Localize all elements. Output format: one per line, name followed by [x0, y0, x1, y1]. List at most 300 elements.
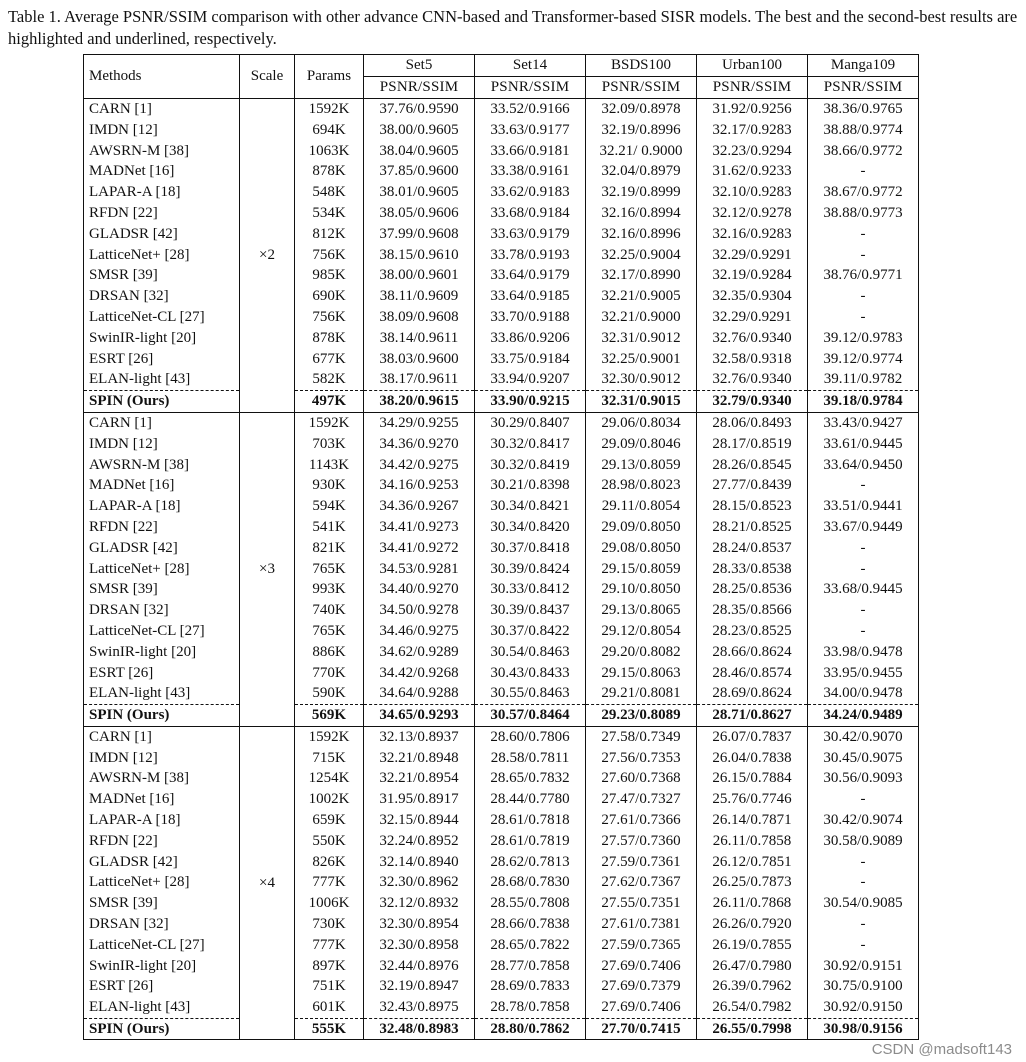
table-row — [84, 244, 919, 265]
psnr-ssim-cell: 27.70/0.7415 — [586, 1018, 697, 1040]
psnr-ssim-cell: 28.44/0.7780 — [475, 789, 586, 810]
table-row — [84, 265, 919, 286]
psnr-ssim-cell: 39.12/0.9774 — [808, 348, 919, 369]
psnr-ssim-cell: 30.45/0.9075 — [808, 747, 919, 768]
psnr-ssim-cell: 27.55/0.7351 — [586, 893, 697, 914]
table-row — [84, 454, 919, 475]
psnr-ssim-cell: 26.54/0.7982 — [697, 997, 808, 1018]
method-cell: SMSR [39] — [84, 265, 240, 286]
method-cell: SPIN (Ours) — [84, 390, 240, 412]
params-cell: 590K — [295, 683, 364, 704]
psnr-ssim-cell: 26.04/0.7838 — [697, 747, 808, 768]
table-row — [84, 433, 919, 454]
psnr-ssim-cell: 26.14/0.7871 — [697, 810, 808, 831]
psnr-ssim-cell: 33.70/0.9188 — [475, 307, 586, 328]
psnr-ssim-cell: 28.58/0.7811 — [475, 747, 586, 768]
method-cell: CARN [1] — [84, 98, 240, 119]
psnr-ssim-cell: 30.37/0.8422 — [475, 621, 586, 642]
params-cell: 497K — [295, 390, 364, 412]
psnr-ssim-cell: 30.34/0.8421 — [475, 496, 586, 517]
table-row — [84, 1018, 919, 1040]
psnr-ssim-cell: 38.20/0.9615 — [364, 390, 475, 412]
psnr-ssim-cell: 28.62/0.7813 — [475, 851, 586, 872]
psnr-ssim-cell: 32.31/0.9015 — [586, 390, 697, 412]
method-cell: MADNet [16] — [84, 161, 240, 182]
method-cell: SMSR [39] — [84, 893, 240, 914]
psnr-ssim-cell: 29.11/0.8054 — [586, 496, 697, 517]
header-dataset-set14: Set14 — [475, 55, 586, 77]
psnr-ssim-cell: 34.24/0.9489 — [808, 704, 919, 726]
table-body — [84, 98, 919, 1040]
psnr-ssim-cell: 27.69/0.7406 — [586, 955, 697, 976]
psnr-ssim-cell: 28.66/0.8624 — [697, 641, 808, 662]
params-cell: 715K — [295, 747, 364, 768]
psnr-ssim-cell: 29.23/0.8089 — [586, 704, 697, 726]
psnr-ssim-cell: 29.15/0.8059 — [586, 558, 697, 579]
table-row — [84, 558, 919, 579]
psnr-ssim-cell: 26.19/0.7855 — [697, 934, 808, 955]
psnr-ssim-cell: 30.39/0.8437 — [475, 600, 586, 621]
table-row — [84, 517, 919, 538]
psnr-ssim-cell: 30.92/0.9151 — [808, 955, 919, 976]
psnr-ssim-cell: 32.16/0.8994 — [586, 203, 697, 224]
psnr-ssim-cell: 32.04/0.8979 — [586, 161, 697, 182]
table-row — [84, 768, 919, 789]
psnr-ssim-cell: 33.63/0.9179 — [475, 223, 586, 244]
table-row — [84, 390, 919, 412]
method-cell: GLADSR [42] — [84, 537, 240, 558]
psnr-ssim-cell: 30.92/0.9150 — [808, 997, 919, 1018]
psnr-ssim-cell: 32.25/0.9004 — [586, 244, 697, 265]
psnr-ssim-cell: 28.35/0.8566 — [697, 600, 808, 621]
psnr-ssim-cell: 32.14/0.8940 — [364, 851, 475, 872]
method-cell: LAPAR-A [18] — [84, 182, 240, 203]
psnr-ssim-cell: 38.14/0.9611 — [364, 327, 475, 348]
psnr-ssim-cell: 33.51/0.9441 — [808, 496, 919, 517]
params-cell: 730K — [295, 914, 364, 935]
method-cell: ELAN-light [43] — [84, 683, 240, 704]
method-cell: SMSR [39] — [84, 579, 240, 600]
psnr-ssim-cell: 32.76/0.9340 — [697, 369, 808, 390]
psnr-ssim-cell: 29.09/0.8050 — [586, 517, 697, 538]
psnr-ssim-cell: - — [808, 161, 919, 182]
psnr-ssim-cell: 28.25/0.8536 — [697, 579, 808, 600]
psnr-ssim-cell: - — [808, 223, 919, 244]
psnr-ssim-cell: - — [808, 307, 919, 328]
psnr-ssim-cell: 34.53/0.9281 — [364, 558, 475, 579]
params-cell: 826K — [295, 851, 364, 872]
psnr-ssim-cell: 32.21/0.8954 — [364, 768, 475, 789]
psnr-ssim-cell: 32.35/0.9304 — [697, 286, 808, 307]
psnr-ssim-cell: 28.68/0.7830 — [475, 872, 586, 893]
psnr-ssim-cell: 28.23/0.8525 — [697, 621, 808, 642]
psnr-ssim-cell: 29.13/0.8059 — [586, 454, 697, 475]
method-cell: LatticeNet-CL [27] — [84, 621, 240, 642]
table-row — [84, 537, 919, 558]
psnr-ssim-cell: 31.95/0.8917 — [364, 789, 475, 810]
table-row — [84, 997, 919, 1018]
params-cell: 569K — [295, 704, 364, 726]
method-cell: IMDN [12] — [84, 747, 240, 768]
params-cell: 1254K — [295, 768, 364, 789]
psnr-ssim-cell: 39.11/0.9782 — [808, 369, 919, 390]
table-row — [84, 810, 919, 831]
psnr-ssim-cell: 26.47/0.7980 — [697, 955, 808, 976]
psnr-ssim-cell: 33.66/0.9181 — [475, 140, 586, 161]
table-row — [84, 98, 919, 119]
psnr-ssim-cell: 27.69/0.7379 — [586, 976, 697, 997]
psnr-ssim-cell: 30.98/0.9156 — [808, 1018, 919, 1040]
header-methods: Methods — [84, 55, 240, 99]
psnr-ssim-cell: 34.41/0.9273 — [364, 517, 475, 538]
params-cell: 897K — [295, 955, 364, 976]
psnr-ssim-cell: 27.61/0.7366 — [586, 810, 697, 831]
psnr-ssim-cell: 34.64/0.9288 — [364, 683, 475, 704]
psnr-ssim-cell: 34.40/0.9270 — [364, 579, 475, 600]
method-cell: RFDN [22] — [84, 830, 240, 851]
table-row — [84, 496, 919, 517]
psnr-ssim-cell: 33.67/0.9449 — [808, 517, 919, 538]
table-row — [84, 914, 919, 935]
psnr-ssim-cell: 30.43/0.8433 — [475, 662, 586, 683]
table-row — [84, 621, 919, 642]
psnr-ssim-cell: 34.00/0.9478 — [808, 683, 919, 704]
table-row — [84, 579, 919, 600]
psnr-ssim-cell: 27.77/0.8439 — [697, 475, 808, 496]
psnr-ssim-cell: 28.80/0.7862 — [475, 1018, 586, 1040]
psnr-ssim-cell: 34.29/0.9255 — [364, 412, 475, 433]
method-cell: ELAN-light [43] — [84, 997, 240, 1018]
psnr-ssim-cell: 32.21/0.9000 — [586, 307, 697, 328]
header-dataset-bsds100: BSDS100 — [586, 55, 697, 77]
psnr-ssim-cell: 30.54/0.9085 — [808, 893, 919, 914]
psnr-ssim-cell: 32.12/0.8932 — [364, 893, 475, 914]
psnr-ssim-cell: 32.17/0.8990 — [586, 265, 697, 286]
psnr-ssim-cell: 28.61/0.7818 — [475, 810, 586, 831]
params-cell: 1592K — [295, 412, 364, 433]
params-cell: 1002K — [295, 789, 364, 810]
method-cell: MADNet [16] — [84, 475, 240, 496]
method-cell: GLADSR [42] — [84, 223, 240, 244]
psnr-ssim-cell: 33.62/0.9183 — [475, 182, 586, 203]
psnr-ssim-cell: 28.17/0.8519 — [697, 433, 808, 454]
params-cell: 677K — [295, 348, 364, 369]
psnr-ssim-cell: 28.55/0.7808 — [475, 893, 586, 914]
psnr-ssim-cell: 28.15/0.8523 — [697, 496, 808, 517]
table-row — [84, 683, 919, 704]
psnr-ssim-cell: 28.69/0.8624 — [697, 683, 808, 704]
psnr-ssim-cell: 32.23/0.9294 — [697, 140, 808, 161]
params-cell: 765K — [295, 621, 364, 642]
psnr-ssim-cell: 32.79/0.9340 — [697, 390, 808, 412]
psnr-ssim-cell: 32.58/0.9318 — [697, 348, 808, 369]
psnr-ssim-cell: 32.21/ 0.9000 — [586, 140, 697, 161]
psnr-ssim-cell: 33.86/0.9206 — [475, 327, 586, 348]
psnr-ssim-cell: 32.21/0.8948 — [364, 747, 475, 768]
method-cell: LatticeNet+ [28] — [84, 558, 240, 579]
psnr-ssim-cell: 38.11/0.9609 — [364, 286, 475, 307]
psnr-ssim-cell: 37.85/0.9600 — [364, 161, 475, 182]
psnr-ssim-cell: 34.46/0.9275 — [364, 621, 475, 642]
table-row — [84, 934, 919, 955]
psnr-ssim-cell: - — [808, 621, 919, 642]
params-cell: 659K — [295, 810, 364, 831]
psnr-ssim-cell: 38.76/0.9771 — [808, 265, 919, 286]
psnr-ssim-cell: 28.06/0.8493 — [697, 412, 808, 433]
psnr-ssim-cell: 26.39/0.7962 — [697, 976, 808, 997]
table-row — [84, 369, 919, 390]
psnr-ssim-cell: 30.55/0.8463 — [475, 683, 586, 704]
params-cell: 777K — [295, 934, 364, 955]
method-cell: DRSAN [32] — [84, 286, 240, 307]
psnr-ssim-cell: 33.98/0.9478 — [808, 641, 919, 662]
header-metric: PSNR/SSIM — [697, 76, 808, 98]
psnr-ssim-cell: 30.39/0.8424 — [475, 558, 586, 579]
table-row — [84, 726, 919, 747]
psnr-ssim-cell: 32.09/0.8978 — [586, 98, 697, 119]
table-row — [84, 830, 919, 851]
params-cell: 548K — [295, 182, 364, 203]
psnr-ssim-cell: 32.30/0.8962 — [364, 872, 475, 893]
psnr-ssim-cell: 33.63/0.9177 — [475, 119, 586, 140]
table-row — [84, 348, 919, 369]
psnr-ssim-cell: 28.69/0.7833 — [475, 976, 586, 997]
psnr-ssim-cell: 30.37/0.8418 — [475, 537, 586, 558]
psnr-ssim-cell: 32.13/0.8937 — [364, 726, 475, 747]
method-cell: ESRT [26] — [84, 662, 240, 683]
params-cell: 740K — [295, 600, 364, 621]
params-cell: 541K — [295, 517, 364, 538]
method-cell: RFDN [22] — [84, 517, 240, 538]
psnr-ssim-cell: 38.05/0.9606 — [364, 203, 475, 224]
psnr-ssim-cell: 30.29/0.8407 — [475, 412, 586, 433]
psnr-ssim-cell: 26.07/0.7837 — [697, 726, 808, 747]
psnr-ssim-cell: 27.60/0.7368 — [586, 768, 697, 789]
psnr-ssim-cell: 32.29/0.9291 — [697, 307, 808, 328]
psnr-ssim-cell: 38.15/0.9610 — [364, 244, 475, 265]
psnr-ssim-cell: 34.65/0.9293 — [364, 704, 475, 726]
method-cell: LatticeNet-CL [27] — [84, 934, 240, 955]
psnr-ssim-cell: - — [808, 600, 919, 621]
method-cell: AWSRN-M [38] — [84, 140, 240, 161]
psnr-ssim-cell: 28.78/0.7858 — [475, 997, 586, 1018]
psnr-ssim-cell: 28.21/0.8525 — [697, 517, 808, 538]
table-row — [84, 662, 919, 683]
psnr-ssim-cell: - — [808, 914, 919, 935]
header-params: Params — [295, 55, 364, 99]
psnr-ssim-cell: 33.75/0.9184 — [475, 348, 586, 369]
psnr-ssim-cell: 32.25/0.9001 — [586, 348, 697, 369]
psnr-ssim-cell: 27.59/0.7365 — [586, 934, 697, 955]
psnr-ssim-cell: 32.19/0.8999 — [586, 182, 697, 203]
psnr-ssim-cell: 30.34/0.8420 — [475, 517, 586, 538]
psnr-ssim-cell: 32.15/0.8944 — [364, 810, 475, 831]
psnr-ssim-cell: 27.58/0.7349 — [586, 726, 697, 747]
psnr-ssim-cell: 33.94/0.9207 — [475, 369, 586, 390]
psnr-ssim-cell: 32.76/0.9340 — [697, 327, 808, 348]
table-caption: Table 1. Average PSNR/SSIM comparison with other advance CNN-based and Transformer-based SISR models. The best and the second-best results are highlighted and underlined, respectively. — [8, 7, 1018, 48]
psnr-ssim-cell: 32.29/0.9291 — [697, 244, 808, 265]
params-cell: 770K — [295, 662, 364, 683]
psnr-ssim-cell: 34.36/0.9267 — [364, 496, 475, 517]
table-row — [84, 872, 919, 893]
psnr-ssim-cell: - — [808, 872, 919, 893]
method-cell: DRSAN [32] — [84, 600, 240, 621]
table-row — [84, 182, 919, 203]
psnr-ssim-cell: 28.26/0.8545 — [697, 454, 808, 475]
psnr-ssim-cell: 32.30/0.9012 — [586, 369, 697, 390]
psnr-ssim-cell: 31.92/0.9256 — [697, 98, 808, 119]
psnr-ssim-cell: 32.30/0.8954 — [364, 914, 475, 935]
table-row — [84, 327, 919, 348]
psnr-ssim-cell: 34.42/0.9275 — [364, 454, 475, 475]
table-row — [84, 600, 919, 621]
header-metric: PSNR/SSIM — [364, 76, 475, 98]
scale-cell: ×2 — [240, 98, 295, 412]
params-cell: 751K — [295, 976, 364, 997]
method-cell: LatticeNet+ [28] — [84, 244, 240, 265]
psnr-ssim-cell: - — [808, 789, 919, 810]
params-cell: 886K — [295, 641, 364, 662]
psnr-ssim-cell: - — [808, 558, 919, 579]
params-cell: 694K — [295, 119, 364, 140]
header-dataset-set5: Set5 — [364, 55, 475, 77]
psnr-ssim-cell: 33.38/0.9161 — [475, 161, 586, 182]
psnr-ssim-cell: 27.69/0.7406 — [586, 997, 697, 1018]
psnr-ssim-cell: 28.98/0.8023 — [586, 475, 697, 496]
psnr-ssim-cell: 34.62/0.9289 — [364, 641, 475, 662]
psnr-ssim-cell: 33.64/0.9179 — [475, 265, 586, 286]
psnr-ssim-cell: 38.09/0.9608 — [364, 307, 475, 328]
table-row — [84, 286, 919, 307]
psnr-ssim-cell: 32.16/0.8996 — [586, 223, 697, 244]
psnr-ssim-cell: 38.36/0.9765 — [808, 98, 919, 119]
psnr-ssim-cell: 26.26/0.7920 — [697, 914, 808, 935]
psnr-ssim-cell: 28.60/0.7806 — [475, 726, 586, 747]
table-row — [84, 223, 919, 244]
psnr-ssim-cell: 27.47/0.7327 — [586, 789, 697, 810]
psnr-ssim-cell: 31.62/0.9233 — [697, 161, 808, 182]
psnr-ssim-cell: - — [808, 537, 919, 558]
table-row — [84, 140, 919, 161]
psnr-ssim-cell: 26.25/0.7873 — [697, 872, 808, 893]
header-metric: PSNR/SSIM — [475, 76, 586, 98]
params-cell: 765K — [295, 558, 364, 579]
psnr-ssim-cell: 28.65/0.7822 — [475, 934, 586, 955]
psnr-ssim-cell: 33.95/0.9455 — [808, 662, 919, 683]
psnr-ssim-cell: 30.42/0.9070 — [808, 726, 919, 747]
psnr-ssim-cell: 26.15/0.7884 — [697, 768, 808, 789]
psnr-ssim-cell: 26.11/0.7858 — [697, 830, 808, 851]
table-row — [84, 161, 919, 182]
method-cell: ELAN-light [43] — [84, 369, 240, 390]
psnr-ssim-cell: 29.06/0.8034 — [586, 412, 697, 433]
method-cell: SPIN (Ours) — [84, 704, 240, 726]
params-cell: 812K — [295, 223, 364, 244]
psnr-ssim-cell: 30.21/0.8398 — [475, 475, 586, 496]
psnr-ssim-cell: 32.31/0.9012 — [586, 327, 697, 348]
psnr-ssim-cell: 30.75/0.9100 — [808, 976, 919, 997]
psnr-ssim-cell: 38.00/0.9601 — [364, 265, 475, 286]
params-cell: 582K — [295, 369, 364, 390]
method-cell: SwinIR-light [20] — [84, 955, 240, 976]
psnr-ssim-cell: 28.61/0.7819 — [475, 830, 586, 851]
psnr-ssim-cell: 38.00/0.9605 — [364, 119, 475, 140]
params-cell: 550K — [295, 830, 364, 851]
psnr-ssim-cell: 38.03/0.9600 — [364, 348, 475, 369]
psnr-ssim-cell: 39.18/0.9784 — [808, 390, 919, 412]
psnr-ssim-cell: 32.48/0.8983 — [364, 1018, 475, 1040]
psnr-ssim-cell: 29.15/0.8063 — [586, 662, 697, 683]
method-cell: RFDN [22] — [84, 203, 240, 224]
scale-cell: ×3 — [240, 412, 295, 726]
psnr-ssim-cell: 27.62/0.7367 — [586, 872, 697, 893]
psnr-ssim-cell: 38.17/0.9611 — [364, 369, 475, 390]
method-cell: MADNet [16] — [84, 789, 240, 810]
table-row — [84, 976, 919, 997]
psnr-ssim-cell: 33.43/0.9427 — [808, 412, 919, 433]
psnr-ssim-cell: 26.55/0.7998 — [697, 1018, 808, 1040]
params-cell: 594K — [295, 496, 364, 517]
psnr-ssim-cell: 38.66/0.9772 — [808, 140, 919, 161]
psnr-ssim-cell: 30.56/0.9093 — [808, 768, 919, 789]
table-row — [84, 851, 919, 872]
params-cell: 930K — [295, 475, 364, 496]
table-row — [84, 704, 919, 726]
table-row — [84, 893, 919, 914]
psnr-ssim-cell: 34.41/0.9272 — [364, 537, 475, 558]
psnr-ssim-cell: 30.54/0.8463 — [475, 641, 586, 662]
header-metric: PSNR/SSIM — [586, 76, 697, 98]
table-row — [84, 641, 919, 662]
header-row-datasets — [84, 55, 919, 77]
psnr-ssim-cell: 30.33/0.8412 — [475, 579, 586, 600]
method-cell: AWSRN-M [38] — [84, 768, 240, 789]
psnr-ssim-cell: 29.12/0.8054 — [586, 621, 697, 642]
psnr-ssim-cell: 29.10/0.8050 — [586, 579, 697, 600]
watermark: CSDN @madsoft143 — [871, 1041, 1012, 1058]
psnr-ssim-cell: 37.76/0.9590 — [364, 98, 475, 119]
psnr-ssim-cell: 33.90/0.9215 — [475, 390, 586, 412]
table-row — [84, 412, 919, 433]
psnr-ssim-cell: 37.99/0.9608 — [364, 223, 475, 244]
psnr-ssim-cell: 25.76/0.7746 — [697, 789, 808, 810]
scale-cell: ×4 — [240, 726, 295, 1040]
psnr-ssim-cell: 29.13/0.8065 — [586, 600, 697, 621]
psnr-ssim-cell: 34.42/0.9268 — [364, 662, 475, 683]
psnr-ssim-cell: - — [808, 286, 919, 307]
psnr-ssim-cell: 28.65/0.7832 — [475, 768, 586, 789]
psnr-ssim-cell: - — [808, 934, 919, 955]
header-dataset-manga109: Manga109 — [808, 55, 919, 77]
psnr-ssim-cell: 39.12/0.9783 — [808, 327, 919, 348]
psnr-ssim-cell: 38.88/0.9773 — [808, 203, 919, 224]
table-row — [84, 955, 919, 976]
params-cell: 985K — [295, 265, 364, 286]
psnr-ssim-cell: 38.88/0.9774 — [808, 119, 919, 140]
psnr-ssim-cell: 32.19/0.8947 — [364, 976, 475, 997]
psnr-ssim-cell: 30.58/0.9089 — [808, 830, 919, 851]
psnr-ssim-cell: 32.30/0.8958 — [364, 934, 475, 955]
psnr-ssim-cell: 34.16/0.9253 — [364, 475, 475, 496]
header-metric: PSNR/SSIM — [808, 76, 919, 98]
params-cell: 690K — [295, 286, 364, 307]
psnr-ssim-cell: 27.56/0.7353 — [586, 747, 697, 768]
method-cell: IMDN [12] — [84, 119, 240, 140]
method-cell: CARN [1] — [84, 412, 240, 433]
method-cell: SwinIR-light [20] — [84, 327, 240, 348]
psnr-ssim-cell: 33.64/0.9185 — [475, 286, 586, 307]
